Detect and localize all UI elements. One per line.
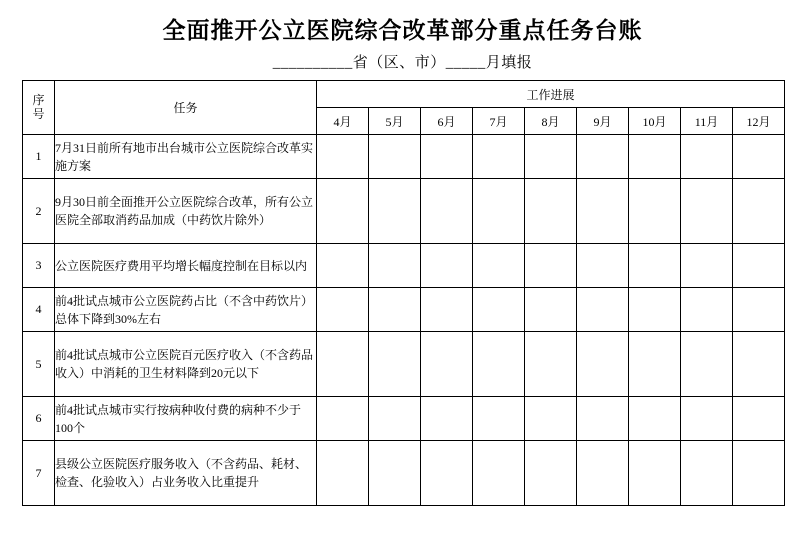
row-seq: 2 [23, 179, 55, 244]
cell-month-9[interactable] [577, 244, 629, 288]
cell-month-7[interactable] [473, 332, 525, 397]
cell-month-5[interactable] [369, 179, 421, 244]
column-header-progress: 工作进展 [317, 81, 785, 108]
row-seq: 7 [23, 441, 55, 506]
cell-month-11[interactable] [681, 332, 733, 397]
row-task: 前4批试点城市公立医院百元医疗收入（不含药品收入）中消耗的卫生材料降到20元以下 [55, 332, 317, 397]
table-header-row-1 [23, 81, 785, 108]
column-header-seq-line1: 序 [32, 92, 45, 107]
document-page [0, 12, 805, 540]
cell-month-12[interactable] [733, 244, 785, 288]
cell-month-11[interactable] [681, 244, 733, 288]
row-task: 前4批试点城市公立医院药占比（不含中药饮片）总体下降到30%左右 [55, 288, 317, 332]
cell-month-10[interactable] [629, 397, 681, 441]
cell-month-11[interactable] [681, 441, 733, 506]
cell-month-11[interactable] [681, 179, 733, 244]
cell-month-5[interactable] [369, 288, 421, 332]
cell-month-6[interactable] [421, 332, 473, 397]
cell-month-9[interactable] [577, 135, 629, 179]
cell-month-6[interactable] [421, 244, 473, 288]
column-header-month-12: 12月 [733, 108, 785, 135]
table-row [23, 288, 785, 332]
column-header-seq [23, 81, 55, 135]
cell-month-5[interactable] [369, 332, 421, 397]
row-seq: 1 [23, 135, 55, 179]
cell-month-7[interactable] [473, 288, 525, 332]
cell-month-6[interactable] [421, 135, 473, 179]
column-header-month-4: 4月 [317, 108, 369, 135]
column-header-month-10: 10月 [629, 108, 681, 135]
cell-month-8[interactable] [525, 244, 577, 288]
cell-month-10[interactable] [629, 332, 681, 397]
row-task: 公立医院医疗费用平均增长幅度控制在目标以内 [55, 244, 317, 288]
cell-month-10[interactable] [629, 288, 681, 332]
cell-month-6[interactable] [421, 179, 473, 244]
cell-month-6[interactable] [421, 288, 473, 332]
page-subtitle: __________省（区、市）_____月填报 [272, 55, 533, 71]
cell-month-7[interactable] [473, 441, 525, 506]
column-header-month-11: 11月 [681, 108, 733, 135]
cell-month-9[interactable] [577, 332, 629, 397]
cell-month-10[interactable] [629, 244, 681, 288]
cell-month-8[interactable] [525, 288, 577, 332]
cell-month-9[interactable] [577, 441, 629, 506]
table-row [23, 397, 785, 441]
column-header-task: 任务 [55, 81, 317, 135]
cell-month-5[interactable] [369, 244, 421, 288]
cell-month-8[interactable] [525, 441, 577, 506]
column-header-month-8: 8月 [525, 108, 577, 135]
column-header-month-7: 7月 [473, 108, 525, 135]
cell-month-8[interactable] [525, 179, 577, 244]
column-header-month-6: 6月 [421, 108, 473, 135]
cell-month-4[interactable] [317, 288, 369, 332]
cell-month-7[interactable] [473, 179, 525, 244]
column-header-seq-line2: 号 [32, 106, 45, 121]
row-task: 前4批试点城市实行按病种收付费的病种不少于100个 [55, 397, 317, 441]
cell-month-11[interactable] [681, 288, 733, 332]
cell-month-12[interactable] [733, 441, 785, 506]
cell-month-4[interactable] [317, 244, 369, 288]
cell-month-7[interactable] [473, 135, 525, 179]
cell-month-5[interactable] [369, 135, 421, 179]
cell-month-12[interactable] [733, 397, 785, 441]
cell-month-6[interactable] [421, 397, 473, 441]
table-row [23, 135, 785, 179]
cell-month-11[interactable] [681, 135, 733, 179]
cell-month-12[interactable] [733, 288, 785, 332]
row-task: 9月30日前全面推开公立医院综合改革，所有公立医院全部取消药品加成（中药饮片除外） [55, 179, 317, 244]
cell-month-9[interactable] [577, 179, 629, 244]
cell-month-7[interactable] [473, 397, 525, 441]
row-seq: 5 [23, 332, 55, 397]
cell-month-5[interactable] [369, 441, 421, 506]
row-task: 县级公立医院医疗服务收入（不含药品、耗材、检查、化验收入）占业务收入比重提升 [55, 441, 317, 506]
cell-month-6[interactable] [421, 441, 473, 506]
cell-month-10[interactable] [629, 441, 681, 506]
row-seq: 4 [23, 288, 55, 332]
column-header-month-9: 9月 [577, 108, 629, 135]
cell-month-12[interactable] [733, 332, 785, 397]
cell-month-7[interactable] [473, 244, 525, 288]
cell-month-8[interactable] [525, 397, 577, 441]
table-row [23, 441, 785, 506]
cell-month-9[interactable] [577, 397, 629, 441]
cell-month-4[interactable] [317, 397, 369, 441]
cell-month-10[interactable] [629, 179, 681, 244]
cell-month-4[interactable] [317, 332, 369, 397]
cell-month-4[interactable] [317, 179, 369, 244]
table-row [23, 332, 785, 397]
cell-month-12[interactable] [733, 179, 785, 244]
row-seq: 6 [23, 397, 55, 441]
column-header-month-5: 5月 [369, 108, 421, 135]
cell-month-8[interactable] [525, 135, 577, 179]
cell-month-8[interactable] [525, 332, 577, 397]
cell-month-11[interactable] [681, 397, 733, 441]
table-row [23, 179, 785, 244]
cell-month-9[interactable] [577, 288, 629, 332]
cell-month-4[interactable] [317, 135, 369, 179]
row-seq: 3 [23, 244, 55, 288]
task-ledger-table [22, 80, 785, 506]
row-task: 7月31日前所有地市出台城市公立医院综合改革实施方案 [55, 135, 317, 179]
page-title: 全面推开公立医院综合改革部分重点任务台账 [162, 18, 643, 43]
cell-month-4[interactable] [317, 441, 369, 506]
table-row [23, 244, 785, 288]
cell-month-10[interactable] [629, 135, 681, 179]
cell-month-5[interactable] [369, 397, 421, 441]
cell-month-12[interactable] [733, 135, 785, 179]
